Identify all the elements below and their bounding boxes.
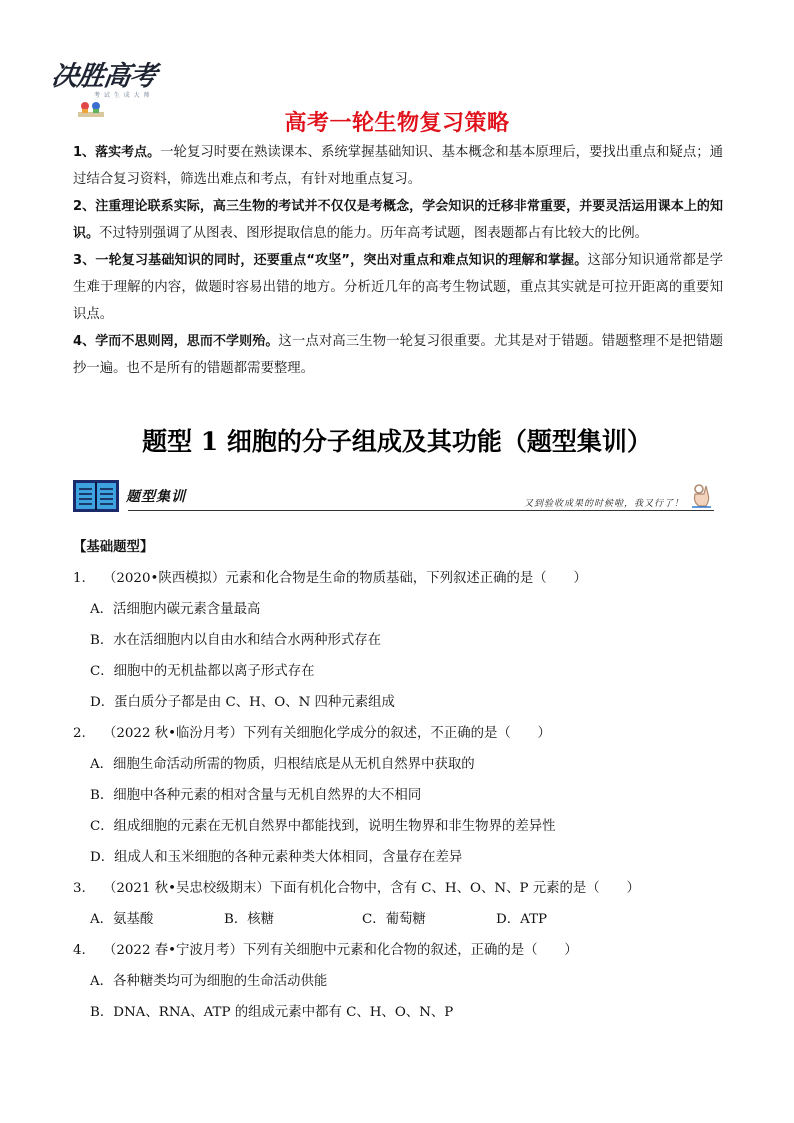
banner-slogan: 又到验收成果的时候啦，我又行了！ xyxy=(523,499,684,509)
strategy-item xyxy=(73,139,723,193)
banner-title: 题型集训 xyxy=(126,489,186,505)
question-option: D．蛋白质分子都是由 C、H、O、N 四种元素组成 xyxy=(90,695,395,710)
question-stem: （2022 秋•临汾月考）下列有关细胞化学成分的叙述，不正确的是（ ） xyxy=(103,726,551,741)
question-option: A．细胞生命活动所需的物质，归根结底是从无机自然界中获取的 xyxy=(90,757,475,772)
question-option: D．ATP xyxy=(496,912,548,927)
page-title: 高考一轮生物复习策略 xyxy=(284,111,510,136)
question-item xyxy=(73,935,723,1028)
strategy-lead: 3、一轮复习基础知识的同时，还要重点“攻坚”，突出对重点和难点知识的理解和掌握。 xyxy=(73,253,588,268)
strategy-lead: 4、学而不思则罔，思而不学则殆。 xyxy=(73,334,279,349)
question-item xyxy=(73,563,723,718)
question-option: C．细胞中的无机盐都以离子形式存在 xyxy=(90,664,315,679)
question-option: C．组成细胞的元素在无机自然界中都能找到，说明生物界和非生物界的差异性 xyxy=(90,819,556,834)
strategy-list xyxy=(73,139,723,382)
logo-text: 决胜高考 xyxy=(49,61,158,92)
strategy-lead: 2、注重理论联系实际，高三生物的考试并不仅仅是考概念，学会知识的迁移非常重要，并要灵活运用课本上的知识。 xyxy=(73,199,723,241)
strategy-lead: 1、落实考点。 xyxy=(73,145,161,160)
banner-rule xyxy=(128,510,714,511)
ok-hand-icon xyxy=(690,482,712,508)
book-icon xyxy=(72,478,120,514)
question-option: D．组成人和玉米细胞的各种元素种类大体相同，含量存在差异 xyxy=(90,850,463,865)
question-stem: （2020•陕西模拟）元素和化合物是生命的物质基础，下列叙述正确的是（ ） xyxy=(103,571,587,586)
strategy-item xyxy=(73,247,723,328)
strategy-body: 一轮复习时要在熟读课本、系统掌握基础知识、基本概念和基本原理后，要找出重点和疑点；通过结合复习资料，筛选出难点和考点，有针对地重点复习。 xyxy=(73,145,724,187)
question-stem: （2022 春•宁波月考）下列有关细胞中元素和化合物的叙述，正确的是（ ） xyxy=(103,943,578,958)
strategy-item xyxy=(73,328,723,382)
basic-label: 【基础题型】 xyxy=(73,540,154,555)
question-option: B．水在活细胞内以自由水和结合水两种形式存在 xyxy=(90,633,382,648)
strategy-body: 不过特别强调了从图表、图形提取信息的能力。历年高考试题，图表题都占有比较大的比例。 xyxy=(99,226,649,241)
question-list xyxy=(73,532,723,1028)
strategy-body: 这一点对高三生物一轮复习很重要。尤其是对于错题。错题整理不是把错题抄一遍。也不是所有的错题都需要整理。 xyxy=(73,334,724,376)
question-options-row xyxy=(73,904,723,935)
strategy-body: 这部分知识通常都是学生难于理解的内容，做题时容易出错的地方。分析近几年的高考生物试题，重点其实就是可拉开距离的重要知识点。 xyxy=(73,253,724,322)
question-option: B．细胞中各种元素的相对含量与无机自然界的大不相同 xyxy=(90,788,422,803)
question-stem: （2021 秋•吴忠校级期末）下面有机化合物中，含有 C、H、O、N、P 元素的是（ ） xyxy=(103,881,640,896)
question-item xyxy=(73,873,723,935)
section-title: 题型 1 细胞的分子组成及其功能（题型集训） xyxy=(142,427,652,456)
question-number: 3. xyxy=(73,881,86,896)
question-option: B．核糖 xyxy=(224,912,275,927)
section-banner xyxy=(72,478,714,516)
logo-subtext: 考 试 生 成 大 师 xyxy=(94,92,151,99)
question-option: B．DNA、RNA、ATP 的组成元素中都有 C、H、O、N、P xyxy=(90,1005,454,1020)
strategy-item xyxy=(73,193,723,247)
question-number: 1. xyxy=(73,571,86,586)
question-option: A．各种糖类均可为细胞的生命活动供能 xyxy=(90,974,328,989)
question-item xyxy=(73,718,723,873)
question-option: A．活细胞内碳元素含量最高 xyxy=(90,602,261,617)
question-option: A．氨基酸 xyxy=(90,912,154,927)
question-option: C．葡萄糖 xyxy=(362,912,426,927)
question-number: 2. xyxy=(73,726,86,741)
question-number: 4. xyxy=(73,943,86,958)
